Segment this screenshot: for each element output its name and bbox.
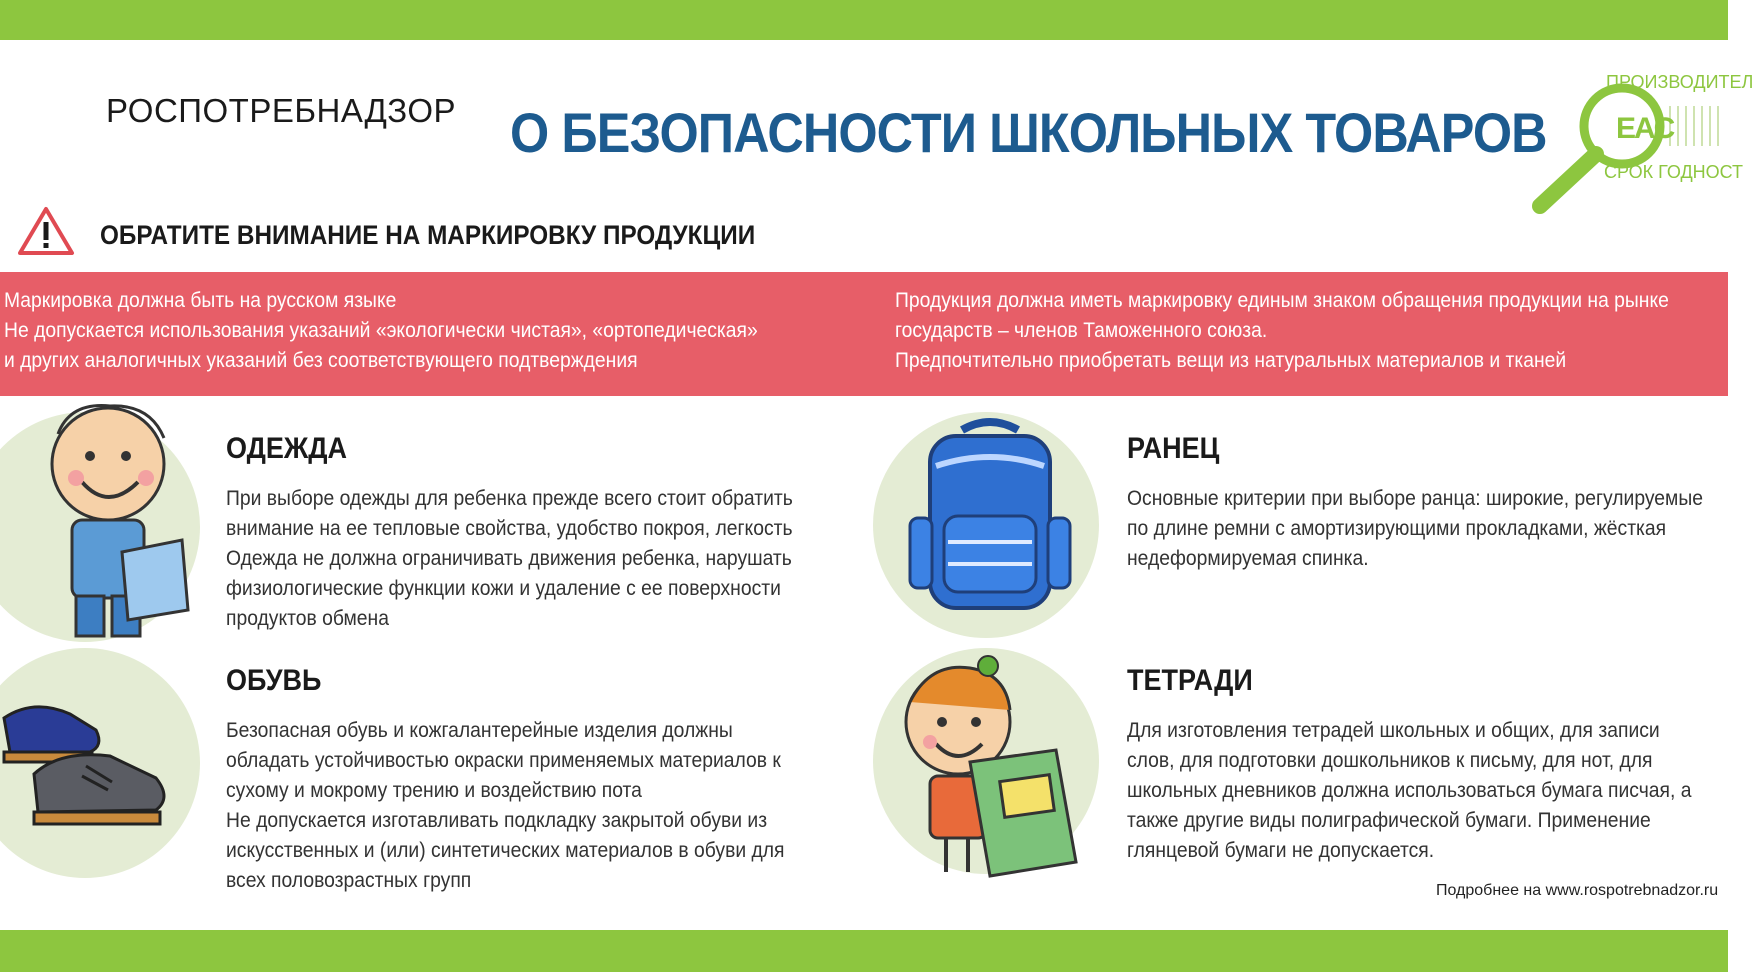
backpack-text bbox=[1127, 484, 1753, 574]
boy-illustration bbox=[0, 394, 210, 644]
warning-text: ОБРАТИТЕ ВНИМАНИЕ НА МАРКИРОВКУ ПРОДУКЦИИ bbox=[100, 220, 756, 250]
text-line: всех половозрастных групп bbox=[226, 869, 472, 892]
girl-with-notebook-illustration bbox=[880, 652, 1090, 892]
text-line: обладать устойчивостью окраски применяемых материалов к bbox=[226, 749, 781, 772]
text-line: внимание на ее тепловые свойства, удобство покроя, легкость bbox=[226, 517, 793, 540]
text-line: продуктов обмена bbox=[226, 607, 389, 630]
backpack-illustration bbox=[900, 418, 1080, 628]
notice-line: государств – членов Таможенного союза. bbox=[895, 319, 1268, 342]
text-line: школьных дневников должна использоваться бумага писчая, а bbox=[1127, 779, 1692, 802]
eac-mark: EAC bbox=[1616, 112, 1674, 145]
notice-right-column bbox=[895, 286, 1736, 376]
text-line: глянцевой бумаги не допускается. bbox=[1127, 839, 1435, 862]
notice-line: Продукция должна иметь маркировку единым знаком обращения продукции на рынке bbox=[895, 289, 1669, 312]
backpack-title: РАНЕЦ bbox=[1127, 432, 1220, 465]
notice-line: Предпочтительно приобретать вещи из натуральных материалов и тканей bbox=[895, 349, 1567, 372]
notice-line: Не допускается использования указаний «экологически чистая», «ортопедическая» bbox=[4, 319, 758, 342]
shoes-illustration bbox=[0, 690, 180, 850]
clothing-title: ОДЕЖДА bbox=[226, 432, 348, 465]
notice-line: Маркировка должна быть на русском языке bbox=[4, 289, 397, 312]
text-line: Одежда не должна ограничивать движения ребенка, нарушать bbox=[226, 547, 792, 570]
text-line: Для изготовления тетрадей школьных и общих, для записи bbox=[1127, 719, 1660, 742]
website-note: Подробнее на www.rospotrebnadzor.ru bbox=[1436, 882, 1719, 899]
shoes-title: ОБУВЬ bbox=[226, 664, 322, 697]
notice-line: и других аналогичных указаний без соответствующего подтверждения bbox=[4, 349, 638, 372]
logo-bottom-text: СРОК ГОДНОСТ bbox=[1604, 162, 1744, 182]
text-line: физиологические функции кожи и удаление с ее поверхности bbox=[226, 577, 781, 600]
text-line: сухому и мокрому трению и воздействию пота bbox=[226, 779, 642, 802]
logo-top-text: ПРОИЗВОДИТЕЛ bbox=[1606, 72, 1753, 92]
labeling-notice-band bbox=[0, 272, 1728, 396]
organization-name: РОСПОТРЕБНАДЗОР bbox=[106, 92, 457, 129]
text-line: Безопасная обувь и кожгалантерейные изделия должны bbox=[226, 719, 733, 742]
clothing-text bbox=[226, 484, 842, 634]
page-title: О БЕЗОПАСНОСТИ ШКОЛЬНЫХ ТОВАРОВ bbox=[510, 101, 1547, 164]
text-line: слов, для подготовки дошкольников к письму, для нот, для bbox=[1127, 749, 1653, 772]
text-line: При выборе одежды для ребенка прежде всего стоит обратить bbox=[226, 487, 793, 510]
shoes-text bbox=[226, 716, 833, 896]
notice-left-column bbox=[4, 286, 823, 376]
eac-magnifier-logo bbox=[1520, 66, 1753, 216]
text-line: Не допускается изготавливать подкладку закрытой обуви из bbox=[226, 809, 768, 832]
notebooks-title: ТЕТРАДИ bbox=[1127, 664, 1253, 697]
text-line: искусственных и (или) синтетических материалов в обуви для bbox=[226, 839, 785, 862]
top-green-band bbox=[0, 0, 1728, 40]
text-line: Основные критерии при выборе ранца: широкие, регулируемые bbox=[1127, 487, 1703, 510]
text-line: недеформируемая спинка. bbox=[1127, 547, 1369, 570]
text-line: по длине ремни с амортизирующими прокладками, жёсткая bbox=[1127, 517, 1667, 540]
bottom-green-band bbox=[0, 930, 1728, 972]
notebooks-text bbox=[1127, 716, 1741, 866]
warning-triangle-icon bbox=[18, 206, 74, 256]
text-line: также другие виды полиграфической бумаги. Применение bbox=[1127, 809, 1651, 832]
